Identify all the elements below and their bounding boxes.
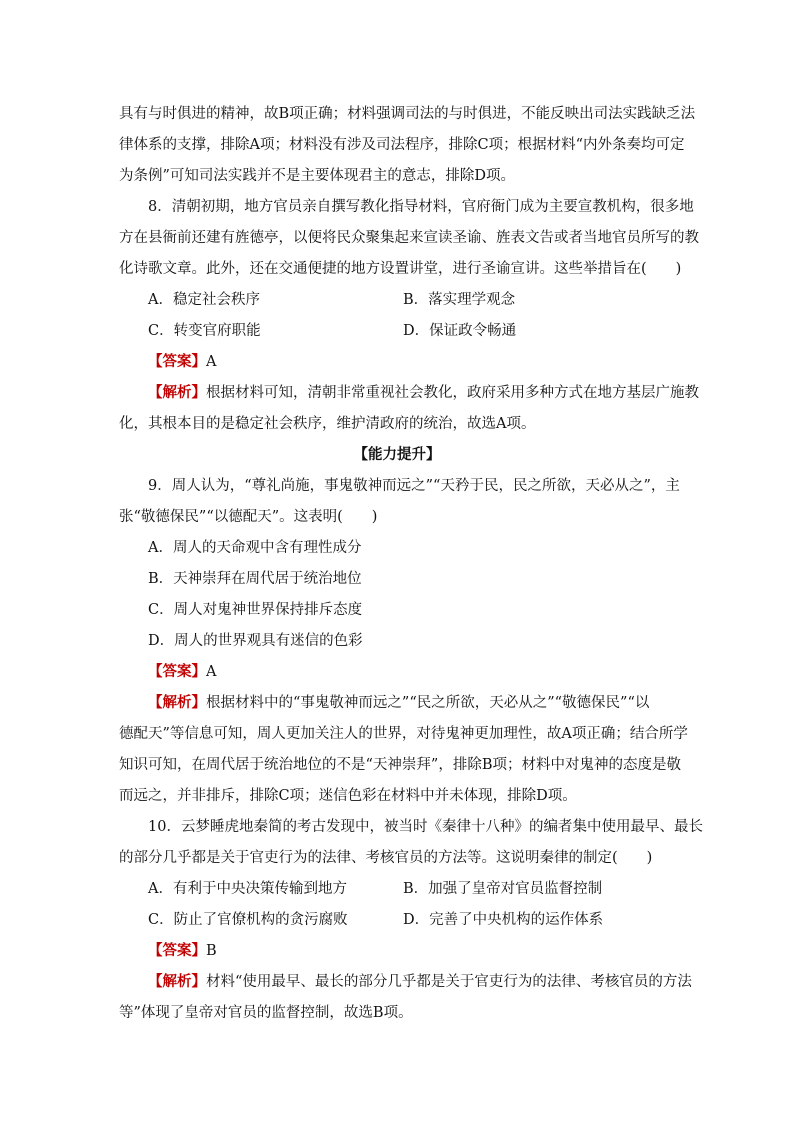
explanation-line: 【解析】材料“使用最早、最长的部分几乎都是关于官吏行为的法律、考核官员的方法 (148, 973, 692, 990)
answer-label: 【答案】 (148, 942, 206, 959)
option-d: D．完善了中央机构的运作体系 (403, 912, 604, 928)
text-line: 律体系的支撑，排除A项；材料没有涉及司法程序，排除C项；根据材料“内外条奏均可定 (119, 137, 685, 153)
option-c: C．防止了官僚机构的贪污腐败 (148, 912, 348, 928)
option-c: C．转变官府职能 (148, 323, 261, 339)
option-b: B．落实理学观念 (403, 292, 516, 308)
section-heading: 【能力提升】 (353, 446, 441, 463)
text-line: 的部分几乎都是关于官吏行为的法律、考核官员的方法等。这说明秦律的制定( ) (119, 850, 653, 866)
explanation-label: 【解析】 (148, 973, 206, 990)
text-line: 为条例”可知司法实践并不是主要体现君主的意志，排除D项。 (119, 168, 516, 184)
explanation-label: 【解析】 (148, 694, 206, 711)
answer-line (0, 662, 794, 682)
answer-value: A (206, 664, 217, 680)
question-8-stem: 8．清朝初期，地方官员亲自撰写教化指导材料，官府衙门成为主要宣教机构，很多地 (148, 199, 694, 215)
option-d: D．周人的世界观具有迷信的色彩 (148, 633, 363, 649)
text-line: 德配天”等信息可知，周人更加关注人的世界，对待鬼神更加理性，故A项正确；结合所学 (119, 726, 688, 742)
text-line: 张“敬德保民”“以德配天”。这表明( ) (119, 509, 378, 525)
explanation-line: 【解析】根据材料中的“事鬼敬神而远之”“民之所欲，天必从之”“敬德保民”“以 (148, 694, 650, 711)
text-line: 而远之，并非排斥，排除C项；迷信色彩在材料中并未体现，排除D项。 (119, 788, 577, 804)
option-c: C．周人对鬼神世界保持排斥态度 (148, 602, 363, 618)
text-line: 化诗歌文章。此外，还在交通便捷的地方设置讲堂，进行圣谕宣讲。这些举措旨在( ) (119, 261, 682, 277)
question-10-stem: 10．云梦睡虎地秦简的考古发现中，被当时《秦律十八种》的编者集中使用最早、最长 (148, 819, 703, 835)
answer-label: 【答案】 (148, 353, 206, 370)
explanation-line: 【解析】根据材料可知，清朝非常重视社会教化，政府采用多种方式在地方基层广施教 (148, 384, 699, 401)
option-b: B．加强了皇帝对官员监督控制 (403, 881, 603, 897)
option-d: D．保证政令畅通 (403, 323, 517, 339)
text-line: 知识可知，在周代居于统治地位的不是“天神崇拜”，排除B项；材料中对鬼神的态度是敬 (119, 757, 681, 773)
answer-line (0, 941, 794, 961)
explanation-label: 【解析】 (148, 384, 206, 401)
text-line: 具有与时俱进的精神，故B项正确；材料强调司法的与时俱进，不能反映出司法实践缺乏法 (119, 106, 696, 122)
option-b: B．天神崇拜在周代居于统治地位 (148, 571, 362, 587)
answer-label: 【答案】 (148, 663, 206, 680)
text-line: 化，其根本目的是稳定社会秩序，维护清政府的统治，故选A项。 (119, 416, 536, 432)
text-line: 方在县衙前还建有旌德亭，以便将民众聚集起来宣读圣谕、旌表文告或者当地官员所写的教 (119, 230, 699, 246)
text-line: 等”体现了皇帝对官员的监督控制，故选B项。 (119, 1005, 413, 1021)
answer-value: B (206, 943, 217, 959)
answer-value: A (206, 354, 217, 370)
answer-line (0, 352, 794, 372)
option-a: A．有利于中央决策传输到地方 (148, 881, 347, 897)
option-a: A．稳定社会秩序 (148, 292, 260, 308)
question-9-stem: 9．周人认为，“尊礼尚施，事鬼敬神而远之”“天矜于民，民之所欲，天必从之”，主 (148, 478, 680, 494)
option-a: A．周人的天命观中含有理性成分 (148, 540, 362, 556)
